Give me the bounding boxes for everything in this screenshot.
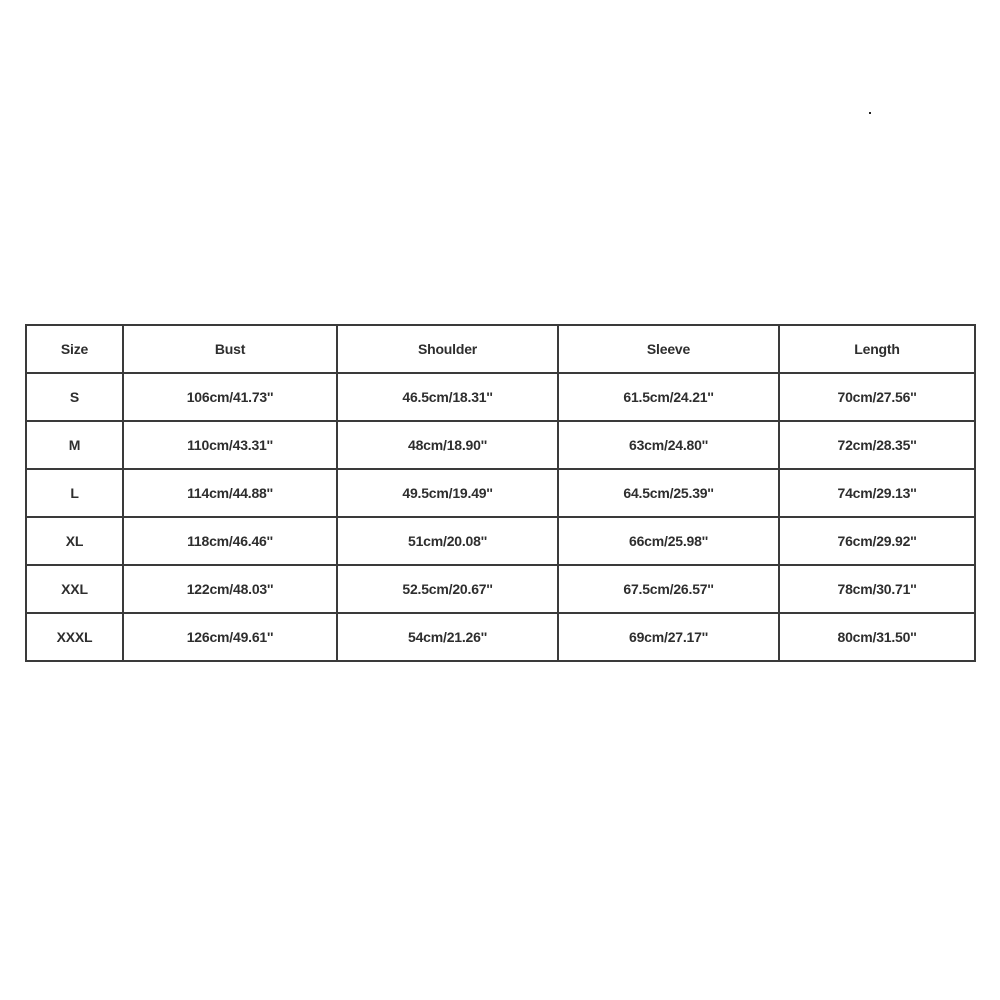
table-row-xxxl (26, 613, 975, 661)
cell-size: L (26, 469, 123, 517)
cell-size: XXXL (26, 613, 123, 661)
cell-sleeve: 67.5cm/26.57'' (558, 565, 779, 613)
table-row-xl (26, 517, 975, 565)
cell-shoulder: 52.5cm/20.67'' (337, 565, 558, 613)
header-length: Length (779, 325, 975, 373)
stray-dot (869, 112, 871, 114)
cell-length: 72cm/28.35'' (779, 421, 975, 469)
cell-bust: 106cm/41.73'' (123, 373, 337, 421)
cell-sleeve: 63cm/24.80'' (558, 421, 779, 469)
cell-shoulder: 48cm/18.90'' (337, 421, 558, 469)
cell-bust: 118cm/46.46'' (123, 517, 337, 565)
header-row (26, 325, 975, 373)
size-chart-table (25, 324, 976, 662)
cell-size: XL (26, 517, 123, 565)
cell-shoulder: 54cm/21.26'' (337, 613, 558, 661)
table-row-m (26, 421, 975, 469)
cell-bust: 114cm/44.88'' (123, 469, 337, 517)
cell-size: M (26, 421, 123, 469)
cell-bust: 122cm/48.03'' (123, 565, 337, 613)
table-row-s (26, 373, 975, 421)
cell-shoulder: 46.5cm/18.31'' (337, 373, 558, 421)
table-row-l (26, 469, 975, 517)
cell-sleeve: 69cm/27.17'' (558, 613, 779, 661)
table-row-xxl (26, 565, 975, 613)
cell-sleeve: 66cm/25.98'' (558, 517, 779, 565)
cell-sleeve: 61.5cm/24.21'' (558, 373, 779, 421)
cell-bust: 126cm/49.61'' (123, 613, 337, 661)
cell-shoulder: 51cm/20.08'' (337, 517, 558, 565)
cell-length: 70cm/27.56'' (779, 373, 975, 421)
cell-sleeve: 64.5cm/25.39'' (558, 469, 779, 517)
header-bust: Bust (123, 325, 337, 373)
cell-length: 74cm/29.13'' (779, 469, 975, 517)
header-sleeve: Sleeve (558, 325, 779, 373)
cell-bust: 110cm/43.31'' (123, 421, 337, 469)
cell-size: S (26, 373, 123, 421)
header-size: Size (26, 325, 123, 373)
cell-length: 76cm/29.92'' (779, 517, 975, 565)
header-shoulder: Shoulder (337, 325, 558, 373)
cell-size: XXL (26, 565, 123, 613)
cell-length: 80cm/31.50'' (779, 613, 975, 661)
cell-shoulder: 49.5cm/19.49'' (337, 469, 558, 517)
cell-length: 78cm/30.71'' (779, 565, 975, 613)
